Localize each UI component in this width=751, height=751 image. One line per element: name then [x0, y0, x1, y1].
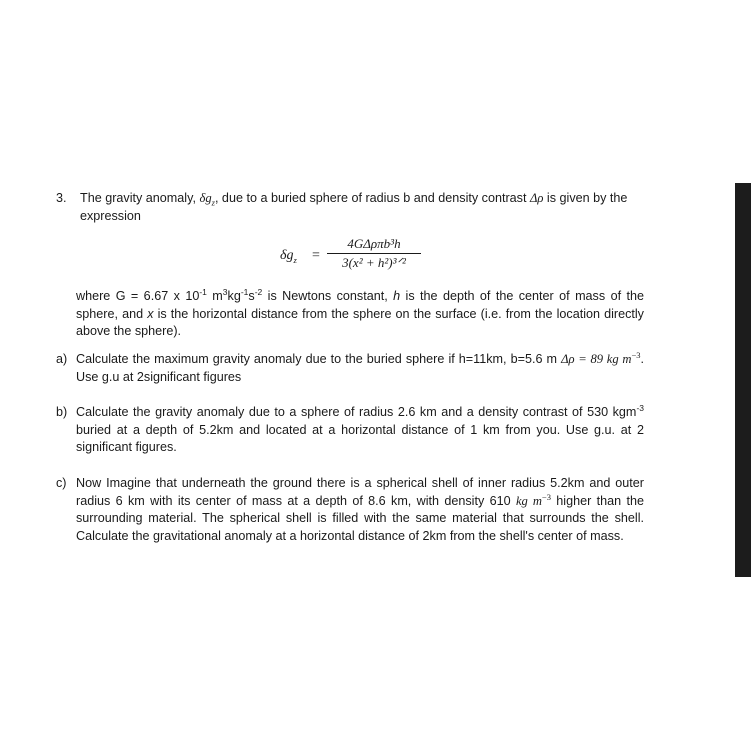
symbol-delta-rho: Δρ	[529, 191, 544, 205]
part-c-label: c)	[56, 476, 67, 490]
formula-denominator: 3(x² + h²)³ᐟ²	[342, 255, 406, 270]
question-intro: The gravity anomaly, $\delta g_z$, due to a buried sphere of radius b and density contrast Δρ is given by the expression	[80, 191, 628, 223]
formula-numerator: 4GΔρπb³h	[347, 236, 401, 251]
symbol-delta-g: δg	[199, 191, 212, 205]
gravity-anomaly-formula	[280, 236, 430, 272]
formula-fraction	[325, 236, 423, 271]
part-c-text: Now Imagine that underneath the ground there is a spherical shell of inner radius 5.2km and outer radius 6 km with its center of mass at a depth of 8.6 km, with density 610 kg $m^{-3}$ higher than the surrounding material. The spherical shell is filled with the same material that surrounds the shell. Calculate the gravitational anomaly at a horizontal distance of 2km from the shell's center of mass.	[76, 476, 644, 543]
part-b-text: Calculate the gravity anomaly due to a sphere of radius 2.6 km and a density contrast of 530 kgm$^{-3}$ buried at a depth of 5.2km and located at a horizontal distance of 1 km from you. Use g.u. at 2 significant figures.	[76, 402, 644, 454]
part-a-text: Calculate the maximum gravity anomaly due to the buried sphere if h=11km, b=5.6 m Δρ = 89 kg $m^{-3}$. Use g.u at 2significant figures	[76, 349, 644, 384]
part-b-label: b)	[56, 405, 68, 419]
formula-equals: =	[312, 248, 320, 263]
fraction-bar	[327, 253, 421, 254]
formula-lhs: $\delta g_z$	[280, 248, 297, 265]
question-number: 3.	[56, 191, 67, 205]
scrollbar[interactable]	[735, 183, 751, 577]
formula-explanation: where G = 6.67 x $10^{-1}$ $m^3kg^{-1}s^{-2}$ is Newtons constant, h is the depth of the center of mass of the sphere, and x is the horizontal distance from the sphere on the surface (i.e. from the location directly above the sphere).	[76, 286, 644, 338]
part-a-label: a)	[56, 352, 68, 366]
